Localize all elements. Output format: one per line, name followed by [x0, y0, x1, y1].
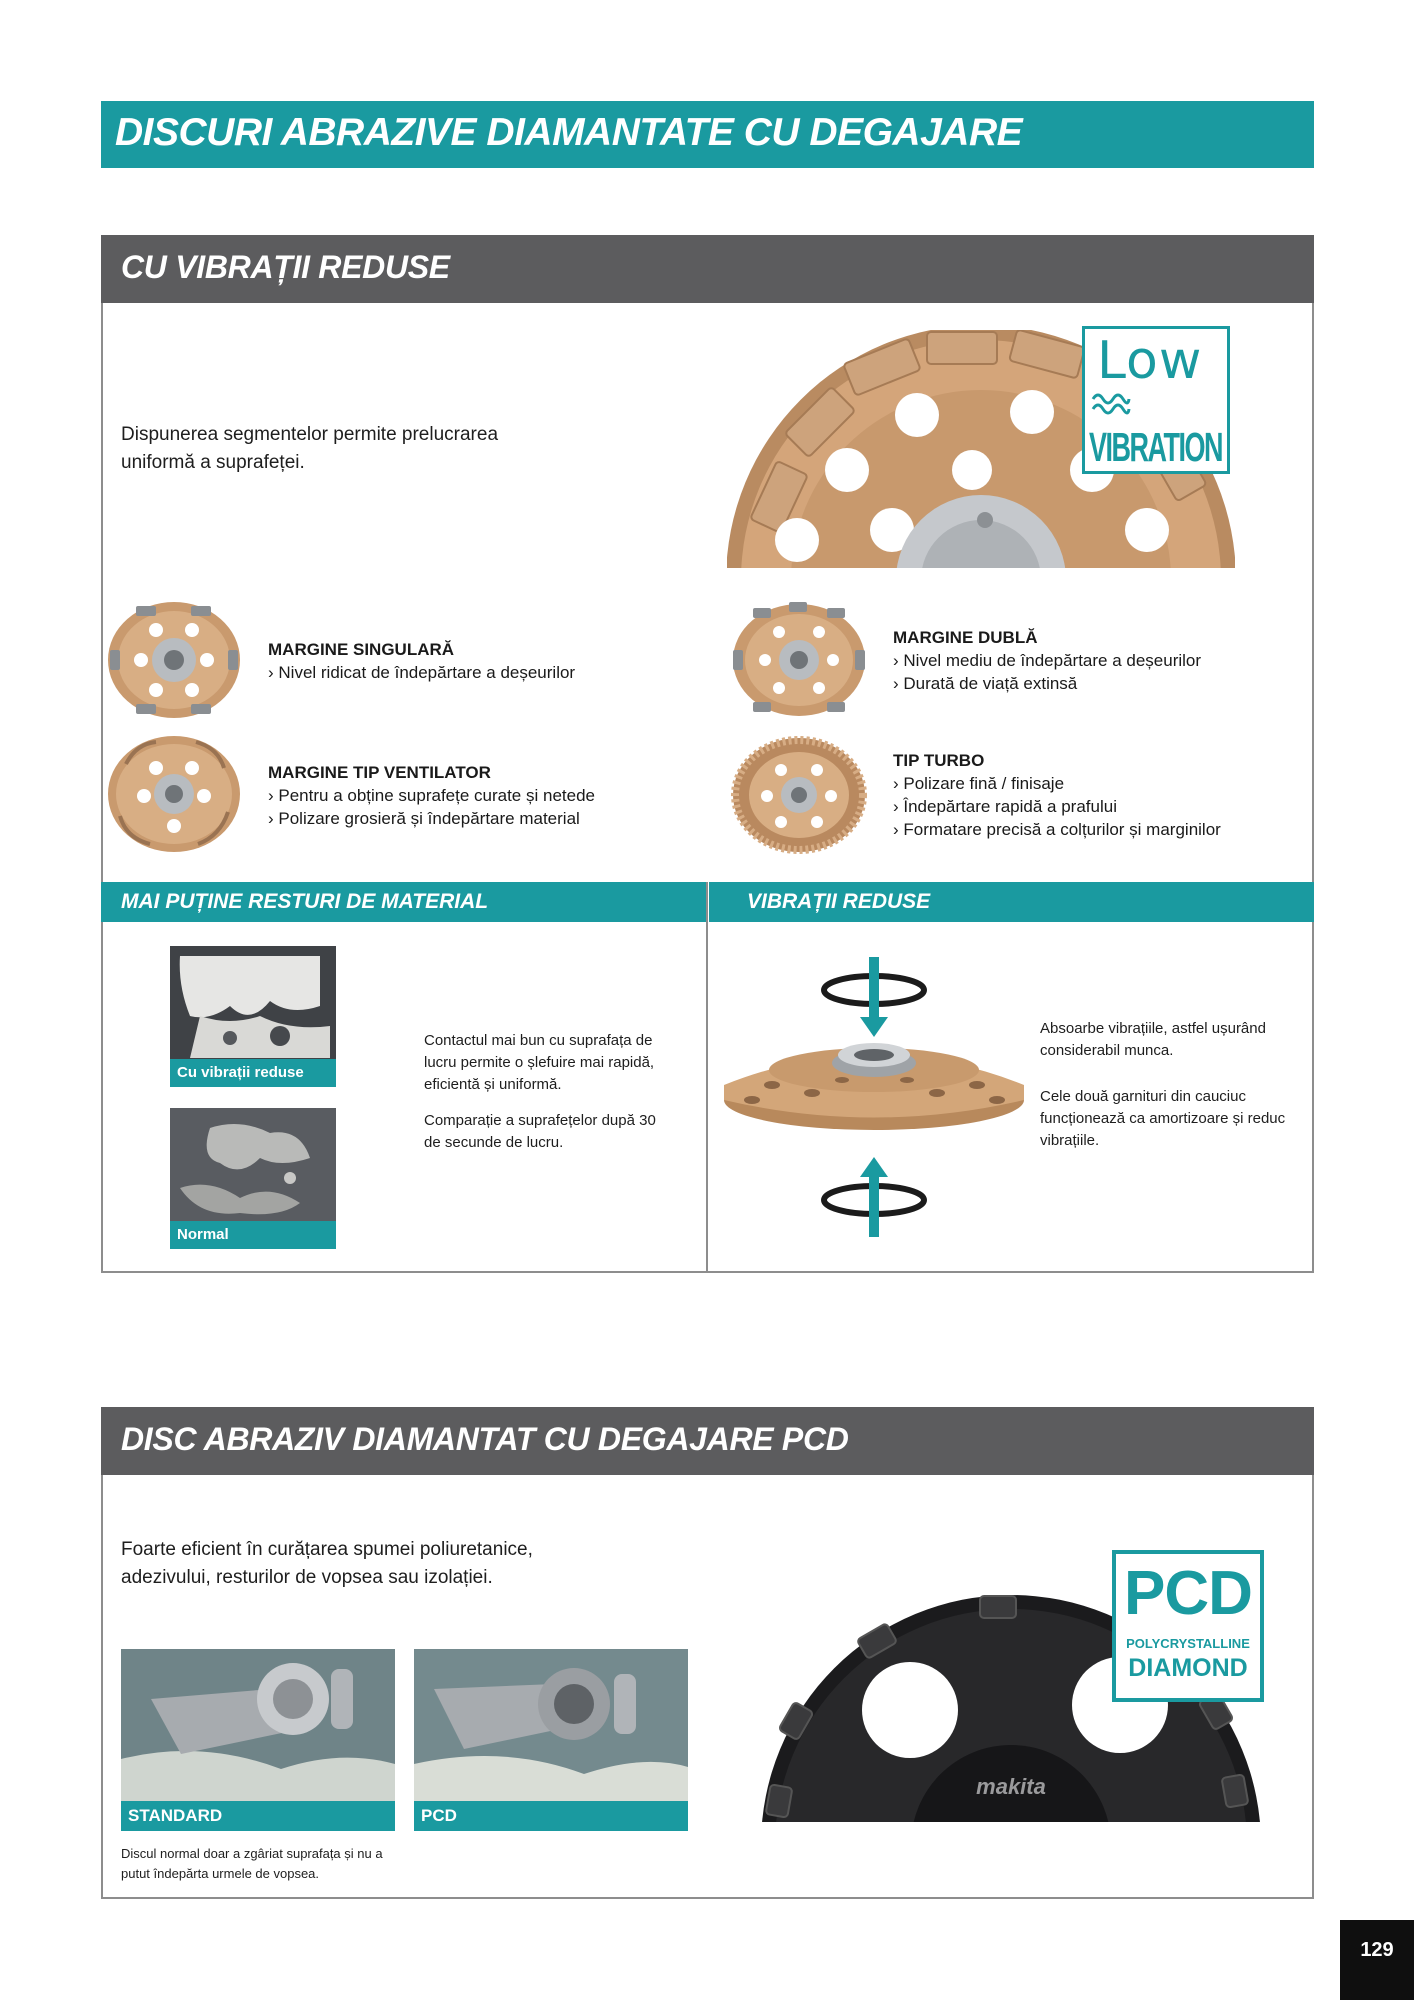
badge-polycrystalline-text: POLYCRYSTALLINE [1126, 1636, 1250, 1651]
feature-double-edge: MARGINE DUBLĂ › Nivel mediu de îndepărtare a deșeurilor › Durată de viață extinsă [893, 628, 1202, 693]
disc-double-edge-image [731, 600, 867, 720]
surface-normal-image [170, 1108, 336, 1249]
panel-divider [706, 882, 708, 1273]
disc-fan-edge-image [106, 734, 242, 854]
section2-header-bar [101, 1407, 1314, 1475]
feature-fan-edge: MARGINE TIP VENTILATOR › Pentru a obține suprafețe curate și netede › Polizare grosieră și îndepărtare material [268, 763, 595, 828]
feature-turbo: TIP TURBO › Polizare fină / finisaje › Îndepărtare rapidă a prafului › Formatare precisă a colțurilor și marginilor [893, 751, 1221, 839]
section1-header-bar [101, 235, 1314, 303]
right-panel-text: Absoarbe vibrațiile, astfel ușurând considerabil munca. Cele două garnituri din cauciuc funcționează ca amortizoare și reduc vibrațiile. [1040, 1020, 1286, 1149]
badge-diamond-text: DIAMOND [1128, 1654, 1248, 1682]
disc-single-edge-image [106, 600, 242, 720]
low-vibration-badge [1082, 326, 1230, 474]
surface-low-vibration-image [170, 946, 336, 1087]
main-title-bar [101, 101, 1314, 168]
photo-pcd [414, 1649, 688, 1831]
left-panel-text: Contactul mai bun cu suprafața de lucru permite o șlefuire mai rapidă, eficientă și uniformă. Comparație a suprafețelor după 30 de secunde de lucru. [424, 1032, 656, 1151]
main-title: DISCURI ABRAZIVE DIAMANTATE CU DEGAJARE [115, 111, 1023, 154]
pcd-caption: Discul normal doar a zgâriat suprafața și nu a putut îndepărta urmele de vopsea. [121, 1846, 383, 1881]
vibration-damper-diagram [722, 955, 1028, 1240]
photo-standard [121, 1649, 395, 1831]
left-panel-header-bar [101, 882, 707, 922]
label-pcd: PCD [414, 1801, 688, 1831]
right-panel-header-bar [709, 882, 1314, 922]
right-panel-header: VIBRAȚII REDUSE [747, 890, 931, 913]
badge-pcd-text: PCD [1124, 1559, 1252, 1628]
disc-turbo-image [731, 736, 867, 854]
label-low-vibration: Cu vibrații reduse [170, 1059, 336, 1087]
section2-header: DISC ABRAZIV DIAMANTAT CU DEGAJARE PCD [121, 1421, 849, 1457]
left-panel-header: MAI PUȚINE RESTURI DE MATERIAL [121, 890, 489, 913]
wave-icon [1091, 389, 1131, 417]
badge-low-text: Low [1097, 331, 1203, 391]
section2-intro: Foarte eficient în curățarea spumei poliuretanice, adezivului, resturilor de vopsea sau izolației. [121, 1539, 533, 1588]
section1-header: CU VIBRAȚII REDUSE [121, 249, 450, 285]
feature-single-edge: MARGINE SINGULARĂ › Nivel ridicat de îndepărtare a deșeurilor [268, 640, 576, 682]
pcd-badge [1112, 1550, 1264, 1702]
page-number: 129 [1340, 1920, 1414, 2000]
label-standard: STANDARD [121, 1801, 395, 1831]
label-normal: Normal [170, 1221, 336, 1249]
section1-intro: Dispunerea segmentelor permite prelucrarea uniformă a suprafeței. [121, 424, 499, 473]
badge-vibration-text: VIBRATION [1089, 425, 1222, 470]
disc-brand-text: makita [976, 1774, 1046, 1799]
